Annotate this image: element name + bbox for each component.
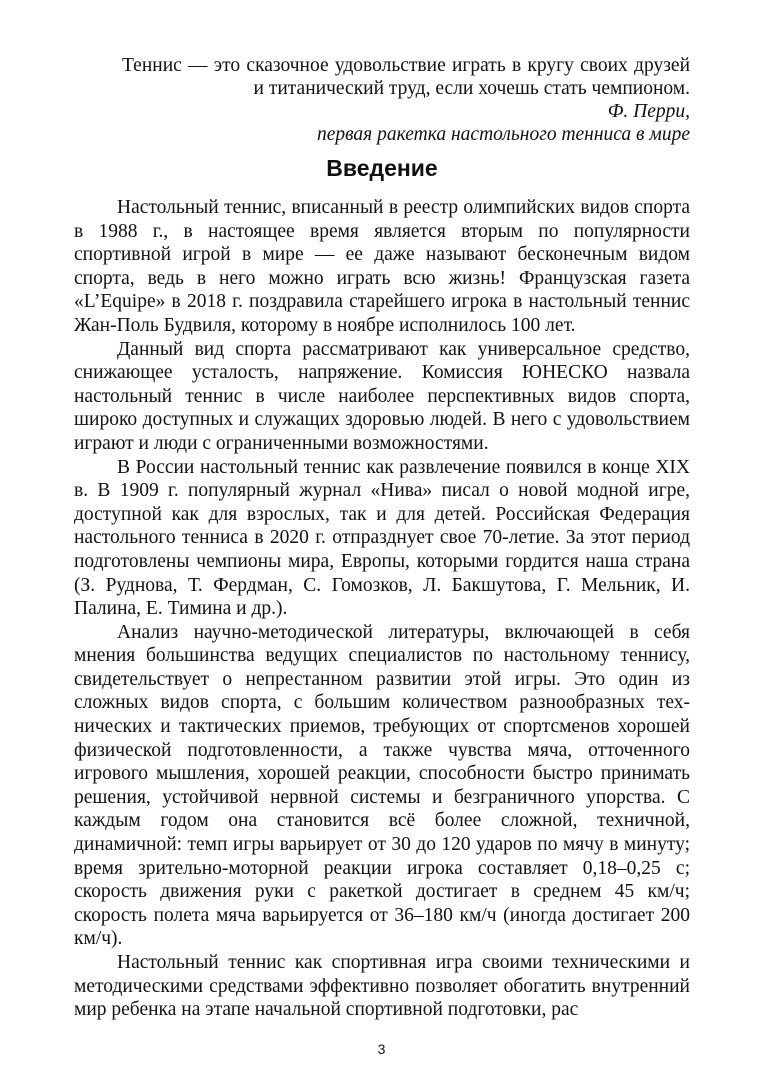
section-title: Введение bbox=[326, 155, 438, 181]
page-number: 3 bbox=[377, 1041, 386, 1057]
paragraph-5: Настольный теннис как спортивная игра своими техническими и методическими средствами эффективно позволяет обогатить внутренний мир ребенка на этапе начальной спортивной подготовки, рас bbox=[74, 952, 690, 1021]
paragraph-3: В России настольный теннис как развлечение появился в конце XIX в. В 1909 г. популярный журнал «Нива» писал о новой модной игре, доступной как для взрослых, так и для детей. Российская Федерация настольного тенниса в 2020 г. отпразднует свое 70-летие. За этот период подготовлены чемпионы мира, Европы, которыми гордится наша страна (З. Руднова, Т. Фердман, С. Гомозков, Л. Бакшутова, Г. Мельник, И. Палина, Е. Тимина и др.). bbox=[74, 456, 690, 620]
paragraph-1: Настольный теннис, вписанный в реестр олимпийских видов спорта в 1988 г., в настоящее время является вторым по популярности спортивной игрой в мире — ее даже называют бесконечным видом спорта, ведь в него можно играть всю жизнь! Французская газета «L’Equipe» в 2018 г. поздравила старейшего игрока в настольный теннис Жан-Поль Будвиля, которому в ноябре исполнилось 100 лет. bbox=[74, 197, 690, 336]
epigraph bbox=[74, 54, 690, 146]
page-body bbox=[74, 54, 690, 1022]
epigraph-author-title: первая ракетка настольного тенниса в мире bbox=[316, 124, 690, 145]
epigraph-author: Ф. Перри, bbox=[607, 101, 690, 122]
paragraph-2: Данный вид спорта рассматривают как универсальное средство, снижающее усталость, напряжение. Комиссия ЮНЕСКО назвала настольный теннис в числе наиболее перспективных видов спорта, широко доступных и служащих здоровью людей. В него с удовольствием играют и люди с ограниченными возможностями. bbox=[74, 338, 690, 454]
paragraph-4: Анализ научно-методической литературы, включающей в себя мнения большинства ведущих специалистов по настольному теннису, свидетельствует о непрестанном развитии этой игры. Это один из сложных видов спорта, с большим количеством разнообразных технических и тактических приемов, требующих от спортсменов хорошей физической подготовленности, а также чувства мяча, отточенного игрового мышления, хорошей реакции, способности быстро принимать решения, устойчивой нервной системы и безграничного упорства. С каждым годом она становится всё более сложной, техничной, динамичной: темп игры варьирует от 30 до 120 ударов по мячу в минуту; время зрительно-моторной реакции игрока составляет 0,18–0,25 с; скорость движения руки с ракеткой достигает в среднем 45 км/ч; скорость полета мяча варьируется от 36–180 км/ч (иногда достигает 200 км/ч). bbox=[74, 621, 690, 950]
epigraph-quote: Теннис — это сказочное удовольствие играть в кругу своих друзей и титанический труд, если хочешь стать чемпионом. bbox=[122, 55, 690, 99]
